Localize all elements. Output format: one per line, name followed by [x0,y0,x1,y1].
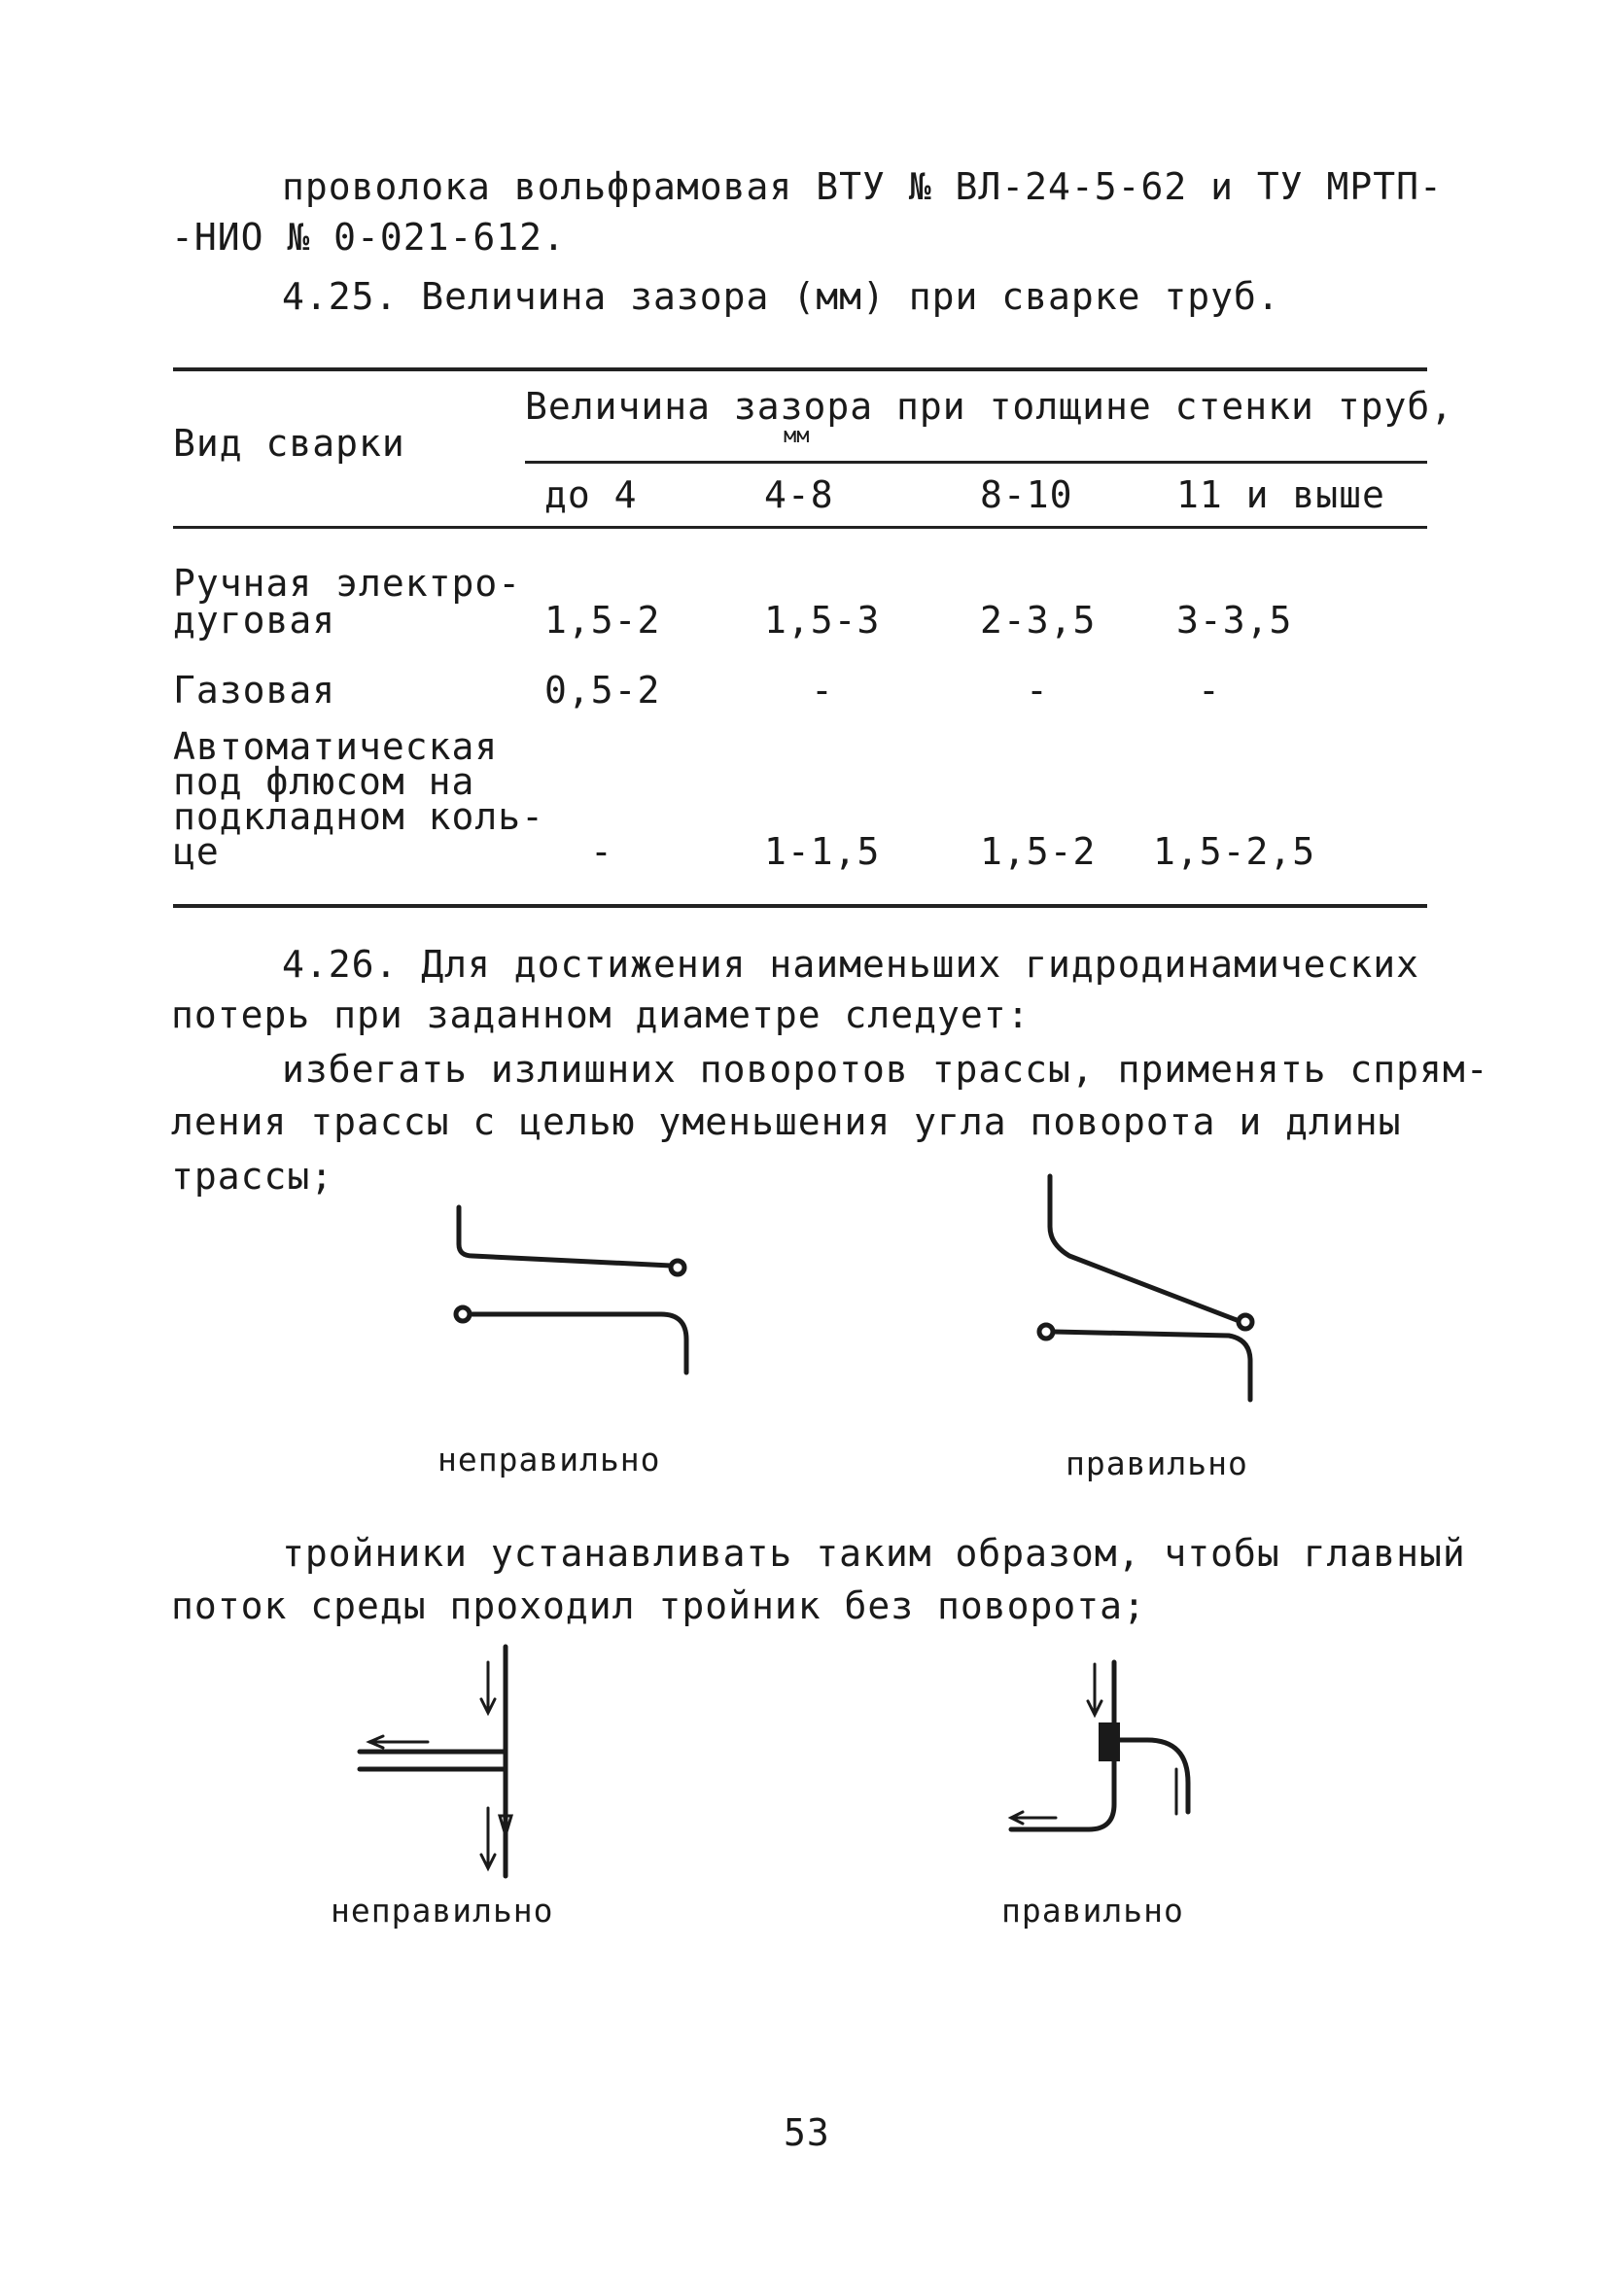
wrong-tee-diagram [360,1647,511,1876]
table-cell: 1,5-2 [980,830,1097,873]
row-type-line: Автоматическая [173,725,499,768]
correct-route-diagram [1039,1176,1252,1400]
column-header-8-10: 8-10 [980,473,1073,516]
table-cell: 1,5-2 [544,599,661,642]
table-cell: 0,5-2 [544,669,661,712]
wrong-route-diagram [456,1207,686,1373]
rule-2-line-2: поток среды проходил тройник без поворота; [171,1584,1146,1627]
table-cell: - [590,830,613,873]
row-type-line: подкладном коль- [173,795,545,838]
row-type-line: Газовая [173,669,336,712]
column-header-11-plus: 11 и выше [1176,473,1385,516]
table-cell: 2-3,5 [980,599,1097,642]
table-cell: 1-1,5 [764,830,881,873]
fig1-right-label: правильно [1066,1444,1248,1482]
table-cell: - [1026,669,1049,712]
section-4-26-line-1: 4.26. Для достижения наименьших гидродинамических [282,943,1420,986]
rule-1-line-3: трассы; [171,1155,334,1198]
table-header-gap: Величина зазора при толщине стенки труб, [525,385,1454,428]
fig2-right-label: правильно [1001,1892,1184,1930]
section-4-25-heading: 4.25. Величина зазора (мм) при сварке труб. [282,275,1280,318]
table-cell: 3-3,5 [1176,599,1293,642]
rule-1-line-1: избегать излишних поворотов трассы, применять спрям- [282,1048,1489,1091]
table-cell: 1,5-3 [764,599,881,642]
fig2-wrong-label: неправильно [331,1892,554,1930]
intro-line-2: -НИО № 0-021-612. [171,216,566,259]
fig1-wrong-label: неправильно [437,1441,661,1478]
row-type-line: Ручная электро- [173,562,522,605]
column-header-4-8: 4-8 [764,473,834,516]
page-number: 53 [784,2111,830,2154]
table-cell: - [1198,669,1221,712]
tee-fitting-block [1099,1722,1120,1761]
table-header-gap-unit: мм [784,424,810,448]
table-cell: 1,5-2,5 [1153,830,1316,873]
section-4-26-line-2: потерь при заданном диаметре следует: [171,993,1031,1036]
table-cell: - [811,669,834,712]
table-header-weld-type: Вид сварки [173,422,405,465]
row-type-line: дуговая [173,599,336,642]
intro-line-1: проволока вольфрамовая ВТУ № ВЛ-24-5-62 и ТУ МРТП- [282,165,1443,208]
rule-2-line-1: тройники устанавливать таким образом, чтобы главный [282,1532,1466,1575]
column-header-up-to-4: до 4 [544,473,638,516]
row-type-line: це [173,830,220,873]
rule-1-line-2: ления трассы с целью уменьшения угла поворота и длины [171,1100,1402,1143]
row-type-line: под флюсом на [173,760,475,803]
